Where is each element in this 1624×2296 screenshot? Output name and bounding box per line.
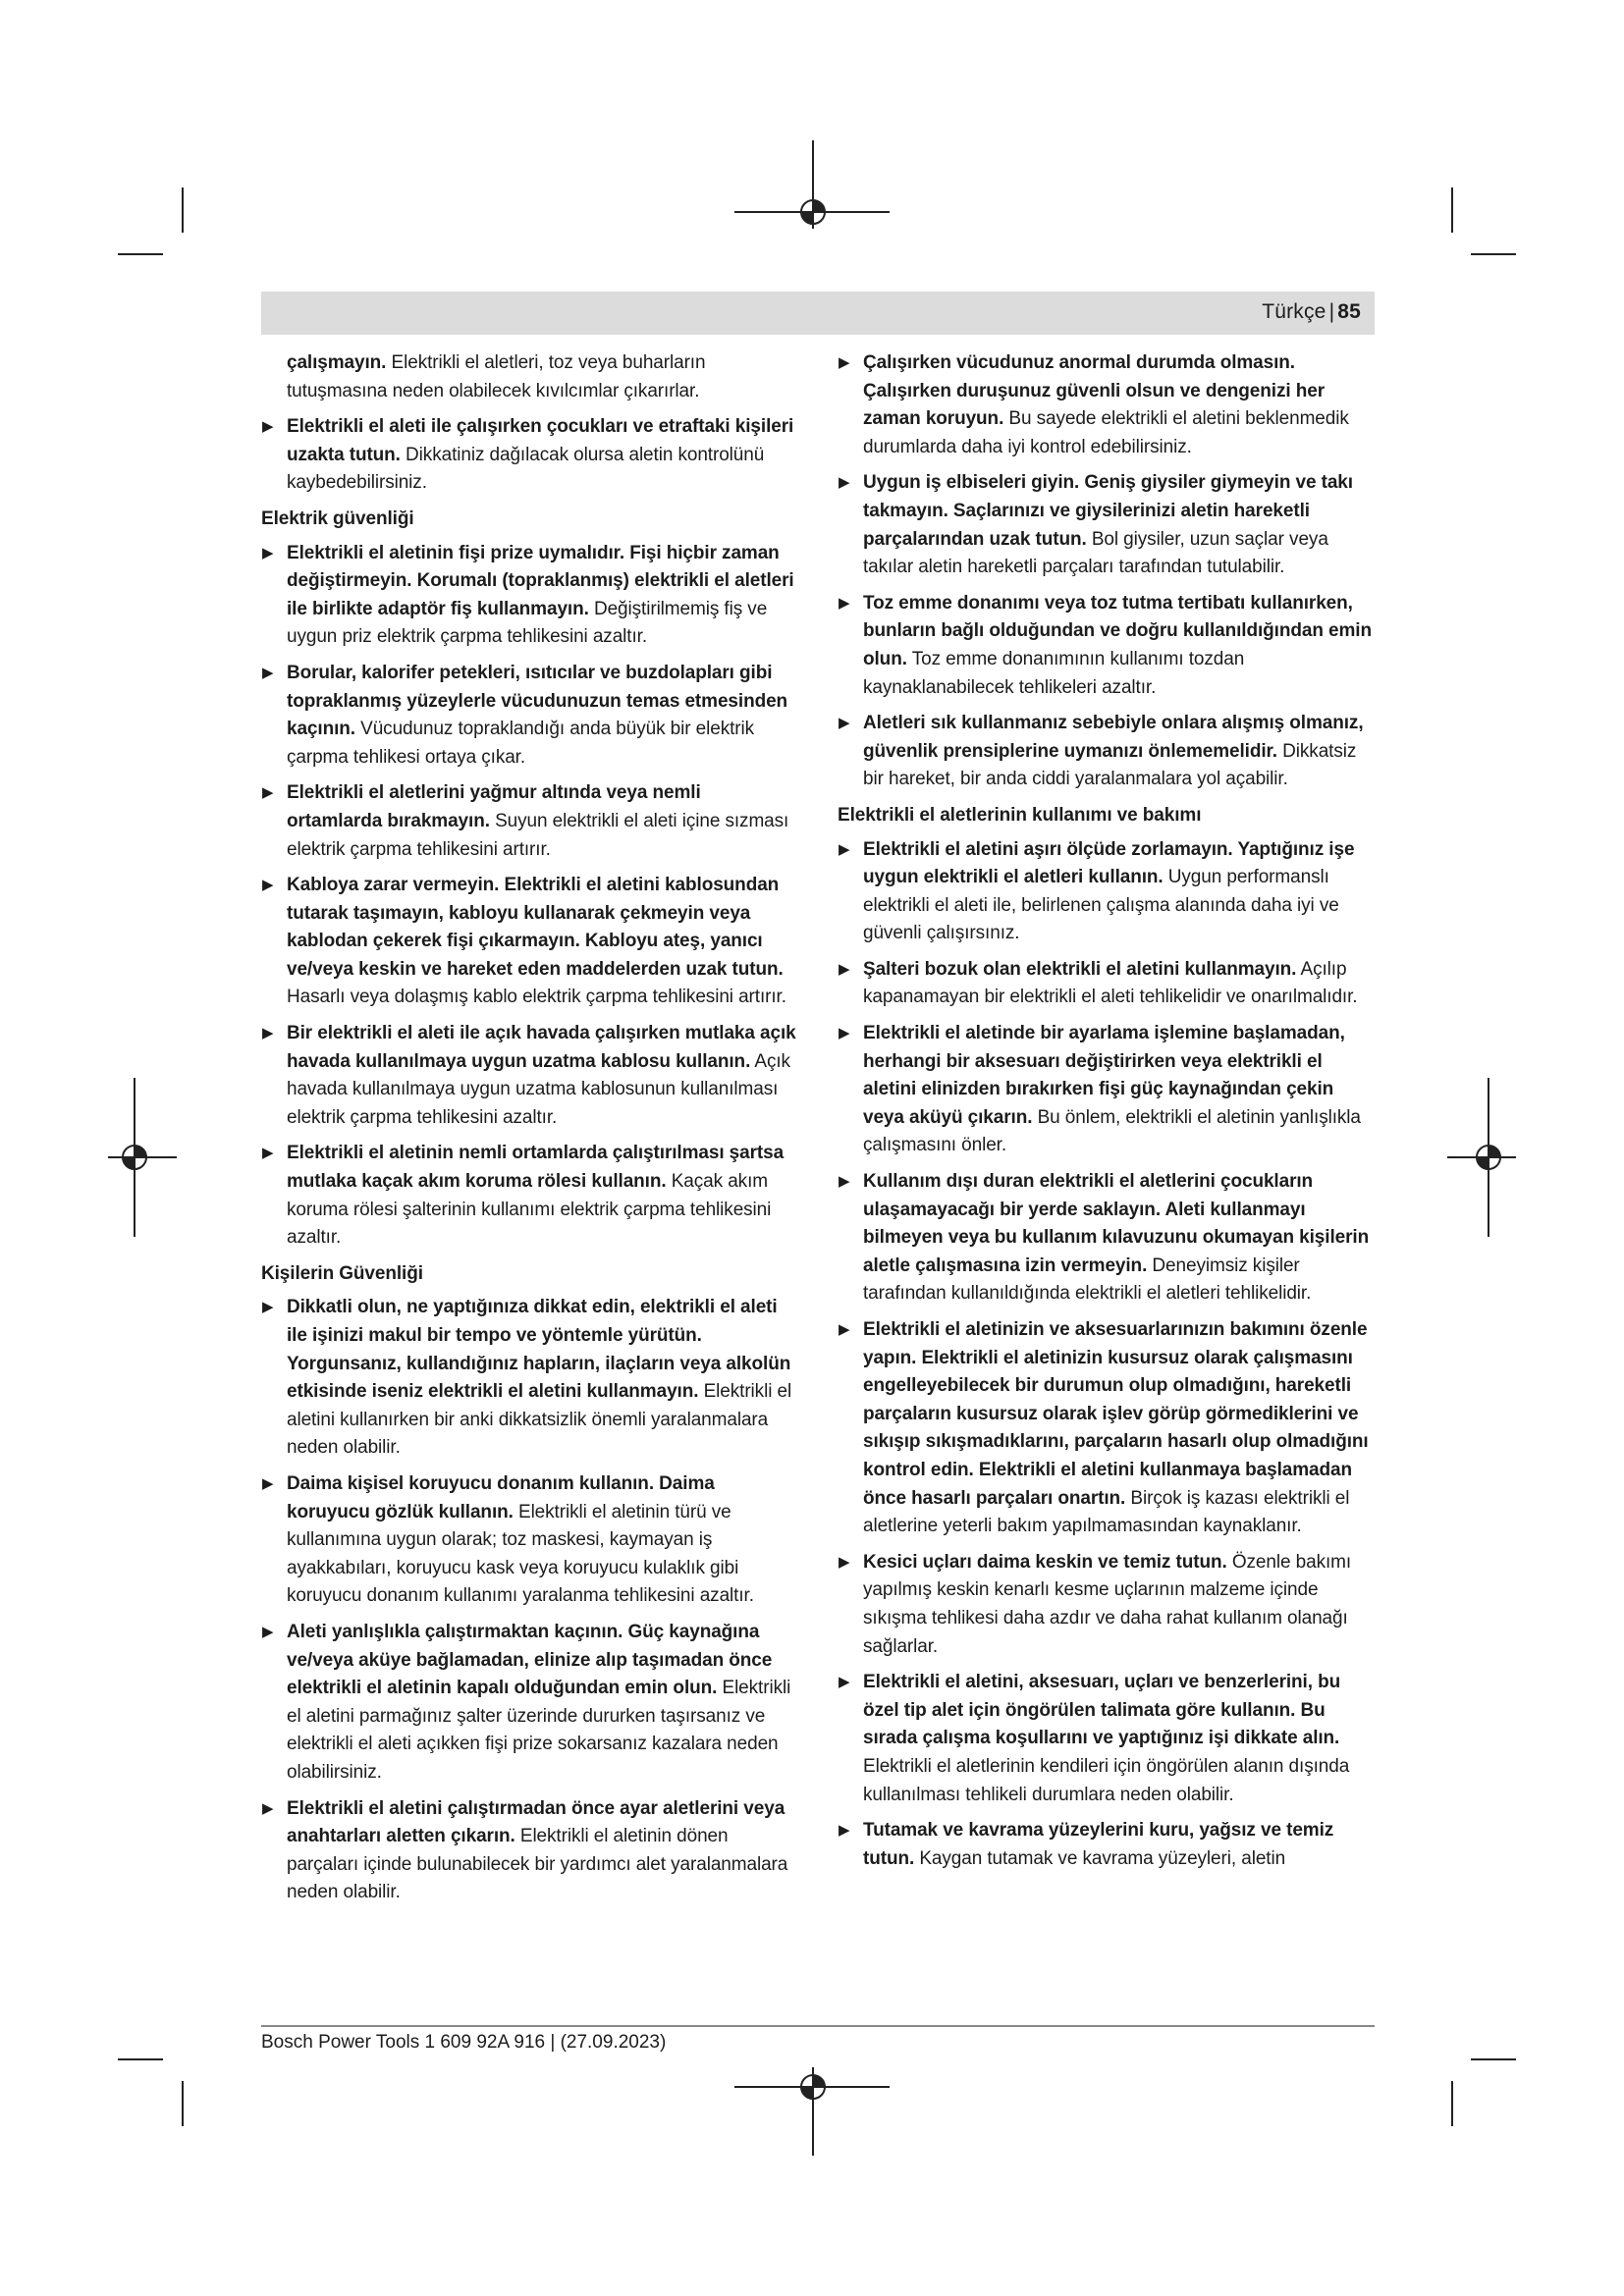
explanation-text: Bol giysiler, uzun saçlar veya takılar aletin hareketli parçaları tarafından tutulabilir. [863,528,1328,578]
instruction-bold: Tutamak ve kavrama yüzeylerini kuru, yağsız ve temiz tutun. [863,1820,1334,1869]
explanation-text: Birçok iş kazası elektrikli el aletlerine yeterli bakım yapılmamasından kaynaklanır. [863,1487,1350,1537]
instruction-bold: Elektrikli el aletini çalıştırmadan önce ayar aletlerini veya anahtarları aletten çıkarın. [287,1797,785,1847]
instruction-bold: Daima kişisel koruyucu donanım kullanın. Daima koruyucu gözlük kullanın. [287,1472,715,1522]
safety-item [838,349,1376,461]
safety-item [838,1669,1376,1809]
safety-item [261,779,799,864]
instruction-bold: Elektrikli el aletinin fişi prize uymalıdır. Fişi hiçbir zaman değiştirmeyin. Korumalı (topraklanmış) elektrikli el aletleri ile birlikte adaptör fiş kullanmayın. [287,542,794,619]
safety-item [261,660,799,772]
safety-item [261,1795,799,1907]
explanation-text: Dikkatiniz dağılacak olursa aletin kontrolünü kaybedebilirsiniz. [287,444,765,494]
bullet-arrow-icon: ▶ [839,840,850,858]
registration-mark-icon [119,1142,150,1173]
safety-item [261,413,799,498]
instruction-bold: Elektrikli el aletini aşırı ölçüde zorlamayın. Yaptığınız işe uygun elektrikli el aletleri kullanın. [863,838,1355,888]
instruction-bold: Elektrikli el aletinin nemli ortamlarda çalıştırılması şartsa mutlaka kaçak akım koruma rölesi kullanın. [287,1143,785,1193]
instruction-bold: Uygun iş elbiseleri giyin. Geniş giysiler giymeyin ve takı takmayın. Saçlarınızı ve giysilerinizi aletin hareketli parçalarından uzak tutun. [863,472,1353,550]
bullet-arrow-icon: ▶ [839,1173,850,1191]
explanation-text: Elektrikli el aletinin türü ve kullanımına uygun olarak; toz maskesi, kaymayan iş ayakkabıları, koruyucu kask veya koruyucu kulaklık gibi koruyucu donanım kullanımı yaralanma tehlikesini azaltır. [287,1501,754,1607]
page-header [261,292,1375,335]
explanation-text: Açılıp kapanamayan bir elektrikli el aleti tehlikelidir ve onarılmalıdır. [863,958,1358,1008]
bullet-arrow-icon: ▶ [839,715,850,732]
explanation-text: Değiştirilmemiş fiş ve uygun priz elektrik çarpma tehlikesini azaltır. [287,598,768,648]
explanation-text: Açık havada kullanılmaya uygun uzatma kablosunun kullanılması elektrik çarpma tehlikesini azaltır. [287,1050,790,1128]
safety-item [261,1470,799,1611]
footer-text: Bosch Power Tools 1 609 92A 916 | (27.09.2023) [261,2032,667,2053]
safety-item [261,872,799,1012]
explanation-text: Bu önlem, elektrikli el aletinin yanlışlıkla çalışmasını önler. [863,1106,1361,1156]
bullet-arrow-icon: ▶ [262,1025,274,1042]
footer-rule [261,2025,1375,2027]
bullet-arrow-icon: ▶ [839,354,850,371]
instruction-bold: Elektrikli el aletinde bir ayarlama işlemine başlamadan, herhangi bir aksesuarı değiştirirken veya elektrikli el aletini elinizden bırakırken fişi güç kaynağından çekin veya aküyü çıkarın. [863,1023,1345,1128]
instruction-bold: Bir elektrikli el aleti ile açık havada çalışırken mutlaka açık havada kullanılmaya uygun uzatma kablosu kullanın. [287,1023,796,1072]
crop-mark [118,2058,163,2060]
explanation-text: Kaygan tutamak ve kavrama yüzeyleri, aletin [914,1847,1286,1869]
instruction-bold: Kesici uçları daima keskin ve temiz tutun. [863,1551,1227,1573]
bullet-arrow-icon: ▶ [262,1145,274,1162]
bullet-arrow-icon: ▶ [262,1799,274,1817]
crop-mark [182,187,184,233]
instruction-bold: Borular, kalorifer petekleri, ısıtıcılar ve buzdolapları gibi topraklanmış yüzeylerle vücudunuzun temas etmesinden kaçının. [287,662,788,740]
safety-item [838,469,1376,581]
section-heading: Elektrik güvenliği [261,507,414,529]
instruction-bold: Kullanım dışı duran elektrikli el aletlerini çocukların ulaşamayacağı bir yerde saklayın. Aleti kullanmayı bilmeyen veya bu kullanım kılavuzunu okumayan kişilerin aletle çalışmasına izin vermeyin. [863,1171,1370,1276]
instruction-bold: Elektrikli el aletinizin ve aksesuarlarınızın bakımını özenle yapın. Elektrikli el aletinizin kusursuz olarak çalışmasını engelleyebilecek bir durumun olup olmadığını, hareketli parçaların kusursuz olarak işlev görüp görmediklerini ve sıkışıp sıkışmadıklarını, parçaların hasarlı olup olmadığını kontrol edin. Elektrikli el aletini kullanmaya başlamadan önce hasarlı parçaları onartın. [863,1319,1369,1509]
bullet-arrow-icon: ▶ [262,1299,274,1316]
instruction-bold: Dikkatli olun, ne yaptığınıza dikkat edin, elektrikli el aleti ile işinizi makul bir tempo ve yöntemle yürütün. Yorgunsanız, kullandığınız hapların, ilaçların veya alkolün etkisinde iseniz elektrikli el aletini kullanmayın. [287,1297,791,1403]
instruction-bold: Şalteri bozuk olan elektrikli el aletini kullanmayın. [863,958,1297,980]
safety-item [838,1020,1376,1160]
instruction-bold: Elektrikli el aletlerini yağmur altında veya nemli ortamlarda bırakmayın. [287,782,701,831]
safety-item [838,590,1376,702]
page-number: 85 [1337,300,1361,323]
continued-paragraph [261,349,799,405]
registration-mark-icon [797,2071,829,2103]
crop-mark [1451,2081,1453,2126]
explanation-text: Elektrikli el aletleri, toz veya buharların tutuşmasına neden olabilecek kıvılcımlar çıkarırlar. [287,352,706,401]
safety-item [261,1619,799,1788]
registration-mark-icon [797,196,829,228]
crop-mark [182,2081,184,2126]
safety-item [261,1020,799,1132]
left-column [261,349,799,1915]
safety-item [838,1817,1376,1873]
bullet-arrow-icon: ▶ [262,544,274,561]
bullet-arrow-icon: ▶ [839,1025,850,1042]
explanation-text: Elektrikli el aletlerinin kendileri için öngörülen alanın dışında kullanılması tehlikeli durumlara neden olabilir. [863,1755,1350,1805]
bullet-arrow-icon: ▶ [839,1822,850,1840]
explanation-text: Elektrikli el aletinin dönen parçaları içinde bulunabilecek bir yardımcı alet yaralanmalara neden olabilir. [287,1826,788,1903]
safety-item [838,956,1376,1012]
explanation-text: Toz emme donanımının kullanımı tozdan kaynaklanabilecek tehlikeleri azaltır. [863,648,1245,698]
explanation-text: Kaçak akım koruma rölesi şalterinin kullanımı elektrik çarpma tehlikesini azaltır. [287,1171,772,1249]
bullet-arrow-icon: ▶ [839,474,850,492]
bullet-arrow-icon: ▶ [839,1321,850,1338]
safety-item [838,1316,1376,1541]
bullet-arrow-icon: ▶ [839,960,850,978]
crop-mark [1471,253,1516,255]
instruction-bold: Kabloya zarar vermeyin. Elektrikli el aletini kablosundan tutarak taşımayın, kabloyu kullanarak çekmeyin veya kablodan çekerek fişi çıkarmayın. Kabloyu ateş, yanıcı ve/veya keskin ve hareket eden maddelerden uzak tutun. [287,875,784,980]
safety-item [261,540,799,652]
instruction-bold: Elektrikli el aletini, aksesuarı, uçları ve benzerlerini, bu özel tip alet için öngörülen talimata göre kullanın. Bu sırada çalışma koşullarını ve yaptığınız işi dikkate alın. [863,1672,1341,1749]
registration-mark-icon [1473,1142,1504,1173]
instruction-bold: Elektrikli el aleti ile çalışırken çocukları ve etraftaki kişileri uzakta tutun. [287,416,794,465]
explanation-text: Deneyimsiz kişiler tarafından kullanıldığında elektrikli el aletleri tehlikelidir. [863,1255,1312,1305]
instruction-bold: Toz emme donanımı veya toz tutma tertibatı kullanırken, bunların bağlı olduğundan ve doğru kullanıldığından emin olun. [863,592,1372,669]
explanation-text: Elektrikli el aletini kullanırken bir anki dikkatsizlik önemli yaralanmalara neden olabilir. [287,1381,792,1459]
explanation-text: Elektrikli el aletini parmağınız şalter üzerinde dururken taşırsanız ve elektrikli el aleti açıkken fişi prize sokarsanız kazalara neden olabilirsiniz. [287,1678,791,1783]
explanation-text: Hasarlı veya dolaşmış kablo elektrik çarpma tehlikesini artırır. [287,987,786,1008]
crop-mark [1451,187,1453,233]
instruction-bold: Aleti yanlışlıkla çalıştırmaktan kaçının. Güç kaynağına ve/veya aküye bağlamadan, elinize alıp taşımadan önce elektrikli el aletinin kapalı olduğundan emin olun. [287,1621,773,1699]
bullet-arrow-icon: ▶ [839,594,850,612]
explanation-text: Dikkatsiz bir hareket, bir anda ciddi yaralanmalara yol açabilir. [863,740,1357,790]
explanation-text: Vücudunuz topraklandığı anda büyük bir elektrik çarpma tehlikesi ortaya çıkar. [287,719,755,768]
explanation-text: Bu sayede elektrikli el aletini beklenmedik durumlarda daha iyi kontrol edebilirsiniz. [863,408,1349,457]
bullet-arrow-icon: ▶ [262,877,274,894]
safety-item [838,1168,1376,1308]
explanation-text: Uygun performanslı elektrikli el aleti ile, belirlenen çalışma alanında daha iyi ve güvenli çalışırsınız. [863,867,1339,944]
bullet-arrow-icon: ▶ [839,1553,850,1571]
safety-item [261,1140,799,1252]
header-separator: | [1328,300,1335,323]
bullet-arrow-icon: ▶ [262,664,274,681]
safety-item [838,836,1376,948]
instruction-bold: Çalışırken vücudunuz anormal durumda olmasın. Çalışırken duruşunuz güvenli olsun ve dengenizi her zaman koruyun. [863,352,1325,430]
explanation-text: Suyun elektrikli el aleti içine sızması elektrik çarpma tehlikesini artırır. [287,810,789,860]
instruction-bold: Aletleri sık kullanmanız sebebiyle onlara alışmış olmanız, güvenlik prensiplerine uymanızı önlememelidir. [863,713,1364,762]
explanation-text: Özenle bakımı yapılmış keskin kenarlı kesme uçlarının malzeme içinde sıkışma tehlikesi daha azdır ve daha rahat kullanım olanağı sağlarlar. [863,1551,1352,1657]
bullet-arrow-icon: ▶ [262,1623,274,1640]
safety-item [261,1294,799,1463]
header-text [1262,300,1361,324]
safety-item [838,710,1376,794]
crop-mark [1471,2058,1516,2060]
bullet-arrow-icon: ▶ [262,784,274,802]
section-heading: Elektrikli el aletlerinin kullanımı ve bakımı [838,804,1202,826]
instruction-bold: çalışmayın. [287,352,387,373]
right-column [838,349,1376,1881]
crop-mark [118,253,163,255]
safety-item [838,1549,1376,1661]
bullet-arrow-icon: ▶ [262,1474,274,1492]
header-language: Türkçe [1262,300,1326,323]
bullet-arrow-icon: ▶ [839,1674,850,1691]
section-heading: Kişilerin Güvenliği [261,1262,423,1284]
bullet-arrow-icon: ▶ [262,418,274,436]
